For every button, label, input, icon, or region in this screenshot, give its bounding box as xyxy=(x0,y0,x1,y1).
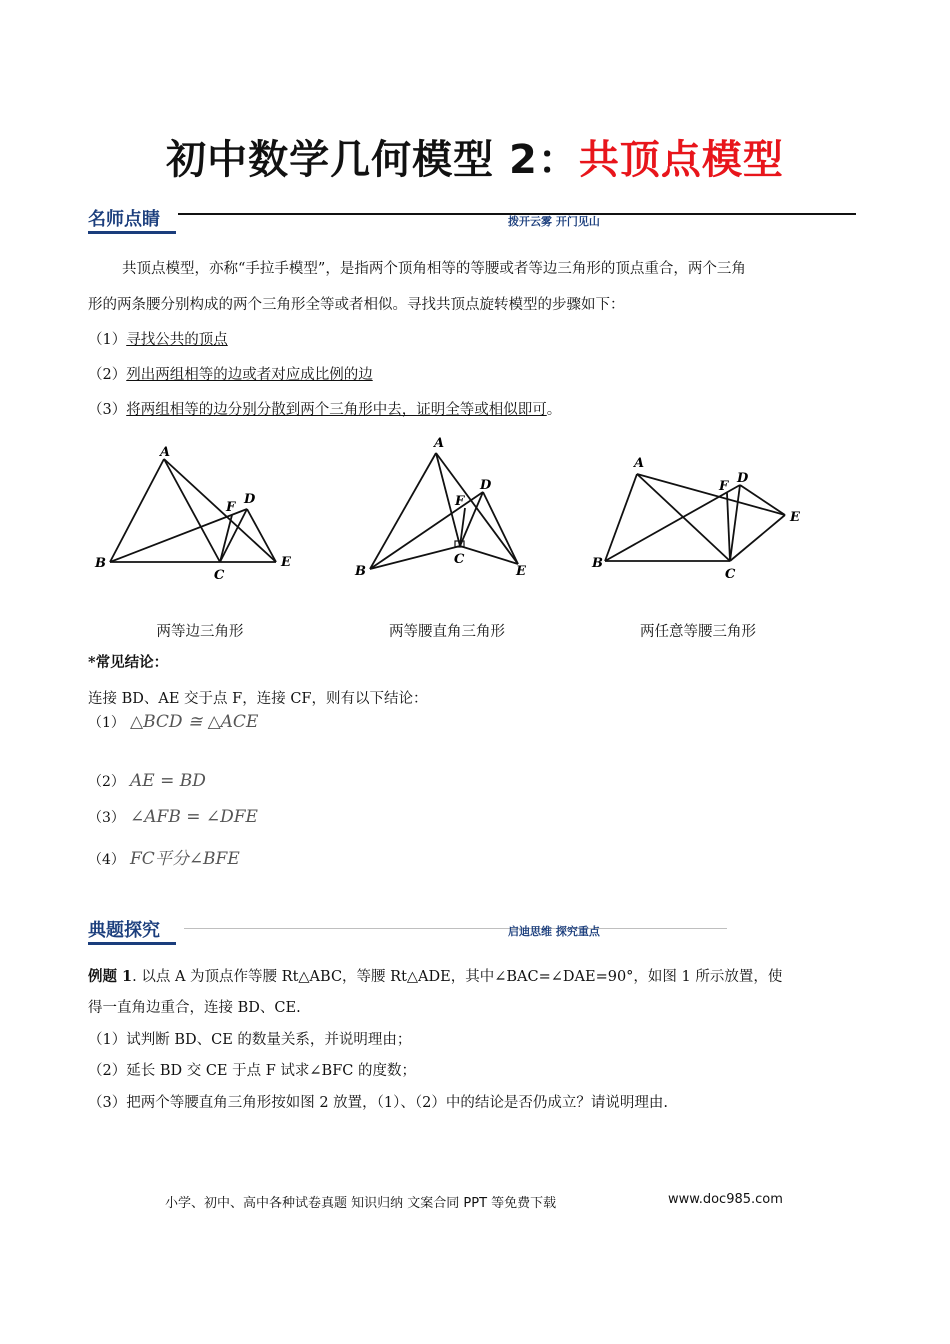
fig3-label-c: C xyxy=(725,567,736,582)
conclusion-2 xyxy=(88,771,206,791)
fig2-label-a: A xyxy=(434,436,445,451)
conclusion-math: FC平分∠BFE xyxy=(130,849,240,869)
example-line-2: 得一直角边重合，连接 BD、CE. xyxy=(88,1000,301,1016)
figure-equilateral xyxy=(110,459,276,562)
conclusion-number: （3） xyxy=(88,810,125,826)
geometry-figures xyxy=(88,432,818,592)
figure-isosceles xyxy=(605,474,785,561)
example-line-1 xyxy=(88,967,782,987)
section-underline-1 xyxy=(88,231,176,234)
title-main: 初中数学几何模型 2： xyxy=(166,137,579,183)
caption-3: 两任意等腰三角形 xyxy=(640,624,756,640)
step-number: （1） xyxy=(88,332,127,348)
conclusion-math: AE = BD xyxy=(130,771,206,791)
fig1-label-b: B xyxy=(95,556,106,571)
fig2-label-d: D xyxy=(480,478,492,493)
step-2 xyxy=(88,365,373,385)
step-text: 列出两组相等的边或者对应成比例的边 xyxy=(126,367,373,383)
conclusion-math: ∠AFB = ∠DFE xyxy=(130,807,258,827)
fig2-label-e: E xyxy=(516,564,526,579)
fig3-label-a: A xyxy=(634,456,645,471)
step-number: （2） xyxy=(88,367,127,383)
fig3-label-d: D xyxy=(737,471,749,486)
conclusions-heading: *常见结论： xyxy=(88,654,169,671)
fig2-label-f: F xyxy=(455,494,465,509)
step-tail: 。 xyxy=(546,402,562,418)
title-highlight: 共顶点模型 xyxy=(578,137,784,183)
fig1-label-f: F xyxy=(226,500,236,515)
fig1-label-a: A xyxy=(160,445,171,460)
fig2-label-c: C xyxy=(454,552,465,567)
conclusion-math: △BCD ≅ △ACE xyxy=(130,712,259,732)
conclusion-number: （1） xyxy=(88,715,125,731)
step-3 xyxy=(88,400,561,420)
conclusion-number: （4） xyxy=(88,852,125,868)
example-text: . 以点 A 为顶点作等腰 Rt△ABC，等腰 Rt△ADE，其中∠BAC=∠DAE=90°，如图 1 所示放置，使 xyxy=(132,969,783,985)
conclusion-number: （2） xyxy=(88,774,125,790)
conclusions-intro: 连接 BD、AE 交于点 F，连接 CF，则有以下结论： xyxy=(88,691,428,707)
section-rule-2 xyxy=(184,928,727,929)
intro-line-2: 形的两条腰分别构成的两个三角形全等或者相似。寻找共顶点旋转模型的步骤如下： xyxy=(88,297,625,313)
section-subtitle-1: 拨开云雾 开门见山 xyxy=(508,215,600,228)
footer-text: 小学、初中、高中各种试卷真题 知识归纳 文案合同 PPT 等免费下载 xyxy=(165,1196,557,1211)
section-underline-2 xyxy=(88,942,176,945)
step-1 xyxy=(88,330,228,350)
figure-isosceles-right xyxy=(370,453,518,569)
conclusion-4 xyxy=(88,844,240,869)
fig3-label-e: E xyxy=(790,510,800,525)
conclusion-1 xyxy=(88,712,258,732)
step-text: 寻找公共的顶点 xyxy=(126,332,228,348)
page-title xyxy=(0,128,950,185)
fig1-label-d: D xyxy=(244,492,256,507)
section-title-1: 名师点睛 xyxy=(88,209,160,230)
fig1-label-c: C xyxy=(214,568,225,583)
step-text: 将两组相等的边分别分散到两个三角形中去，证明全等或相似即可 xyxy=(126,402,547,418)
caption-1: 两等边三角形 xyxy=(156,624,244,640)
step-number: （3） xyxy=(88,402,127,418)
fig2-label-b: B xyxy=(355,564,366,579)
example-question-1: （1）试判断 BD、CE 的数量关系，并说明理由； xyxy=(88,1032,412,1048)
fig3-label-f: F xyxy=(719,479,729,494)
caption-2: 两等腰直角三角形 xyxy=(389,624,505,640)
example-question-2: （2）延长 BD 交 CE 于点 F 试求∠BFC 的度数； xyxy=(88,1063,416,1079)
example-label: 例题 1 xyxy=(88,968,133,985)
section-subtitle-2: 启迪思维 探究重点 xyxy=(508,925,600,938)
fig1-label-e: E xyxy=(281,555,291,570)
example-question-3: （3）把两个等腰直角三角形按如图 2 放置，（1）、（2）中的结论是否仍成立？请说明理由. xyxy=(88,1095,668,1111)
footer-link[interactable]: www.doc985.com xyxy=(668,1192,783,1207)
conclusion-3 xyxy=(88,807,258,827)
fig3-label-b: B xyxy=(592,556,603,571)
section-title-2: 典题探究 xyxy=(88,920,160,941)
intro-line-1: 共顶点模型，亦称“手拉手模型”，是指两个顶角相等的等腰或者等边三角形的顶点重合，两个三角 xyxy=(122,261,746,277)
